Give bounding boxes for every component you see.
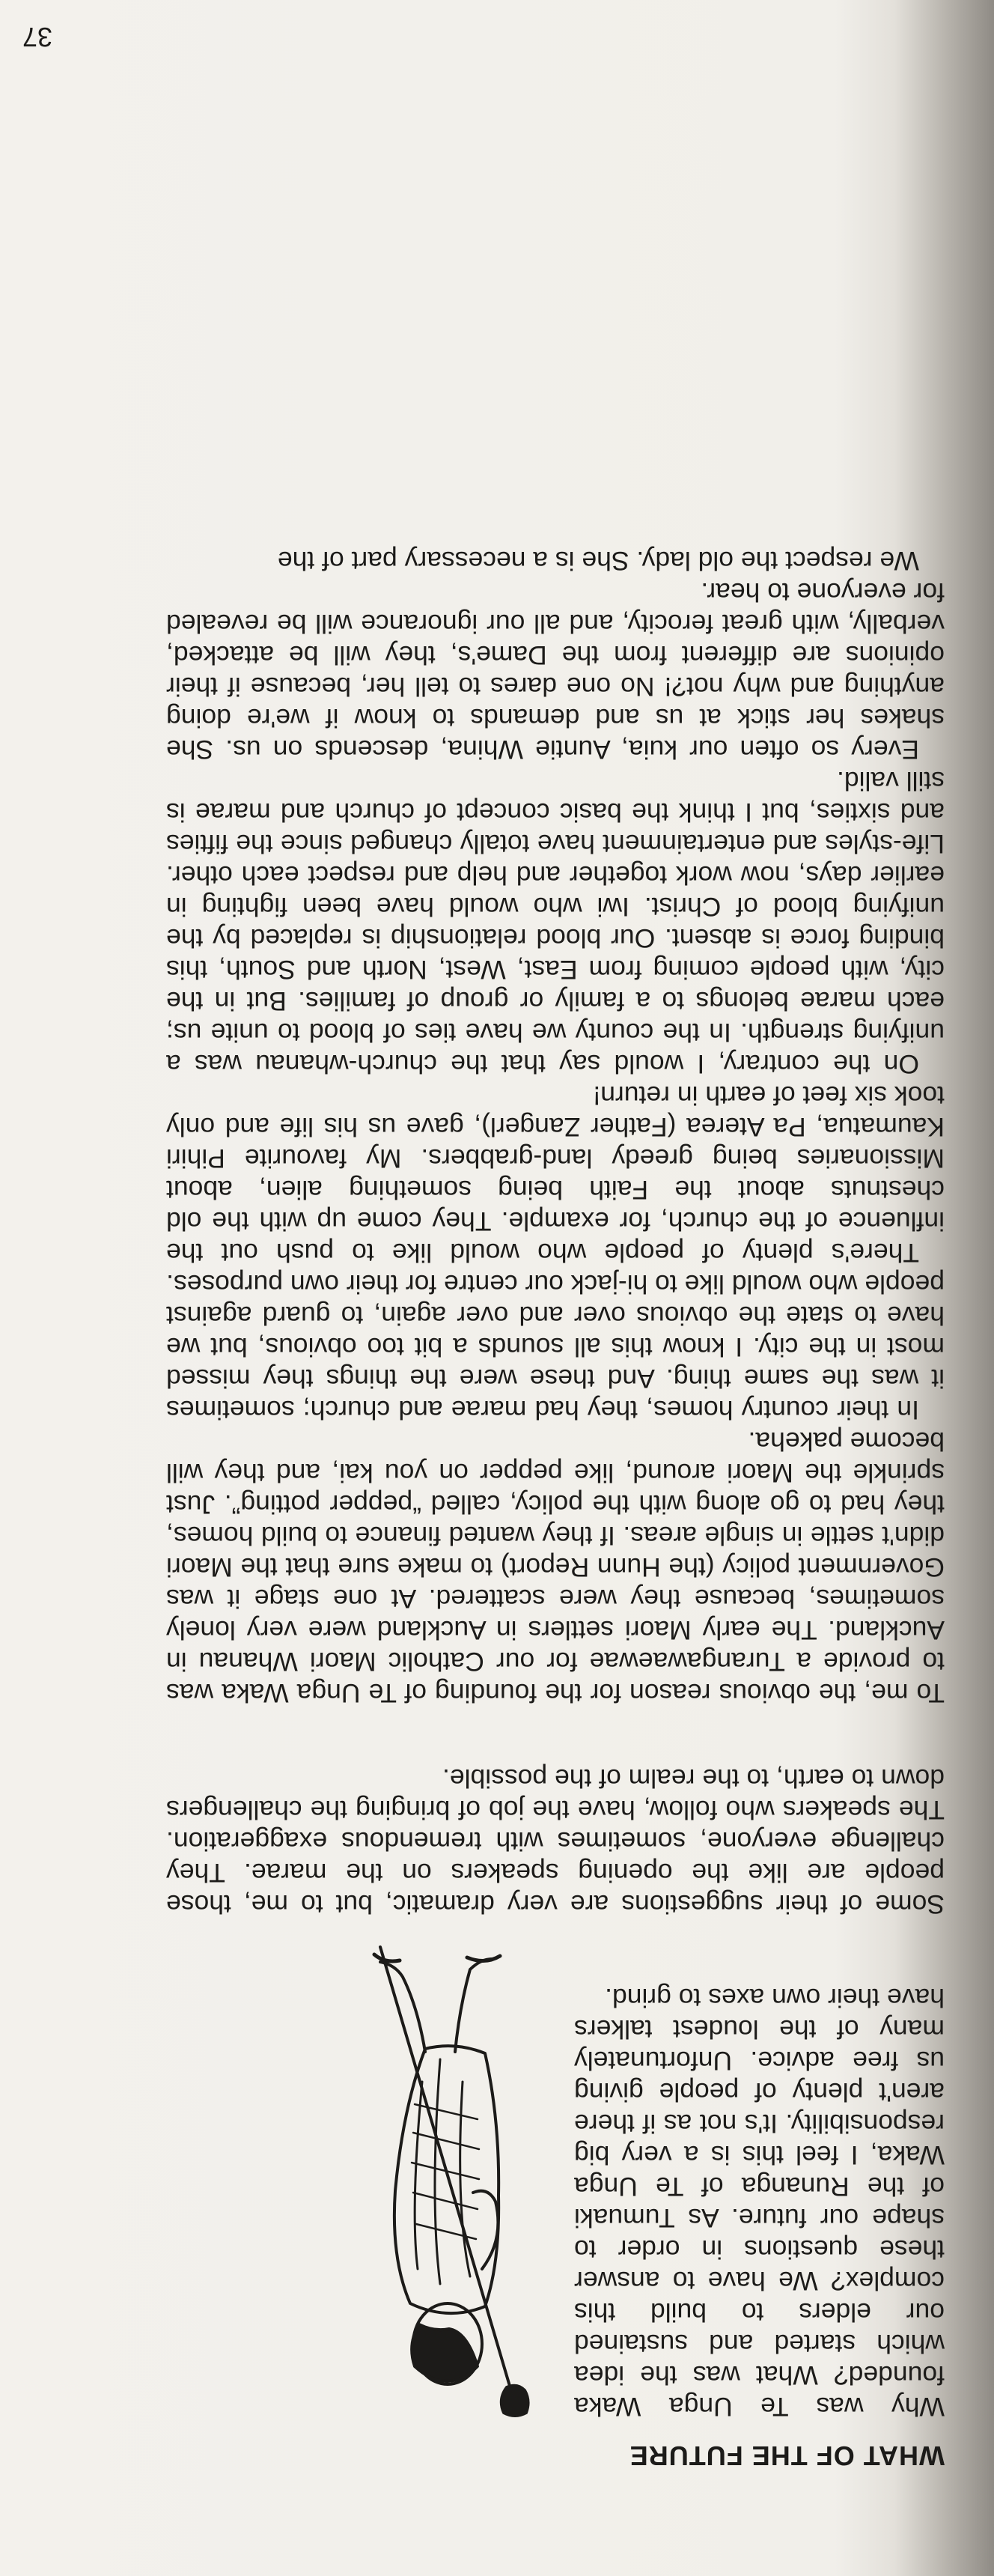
figure-body-shape [394, 2046, 498, 2313]
paragraph-auntie-whina: Every so often our kuia, Auntie Whina, descends on us. She shakes her stick at us and demands to know if we're doing anything and why not?! No one dares to tell her, because if their opinions are different from the Dame's, they will be attacked, verbally, with great ferocity, and all our ignorance will be revealed for everyone to hear. [166, 577, 945, 765]
illustration-elder-with-staff-icon [328, 1939, 560, 2419]
paragraph-country-homes: In their country homes, they had marae and church; sometimes it was the same thing. And these were the things they missed most in the city. I know this all sounds a bit too obvious, but we have to state the obvious over and over again, to guard against people who would like to hi-jack our centre for their own purposes. [166, 1269, 945, 1425]
body-paragraphs [166, 545, 945, 1709]
section-heading: WHAT OF THE FUTURE [629, 2440, 945, 2471]
figure-feet [374, 1954, 500, 1961]
paragraph-church-influence: There's plenty of people who would like to push out the influence of the church, for example. They come up with the old chestnuts about the Faith being something alien, about Missionaries being greedy land-grabbers. My favourite Pihiri Kaumatua, Pa Aterea (Father Zangerl), gave us his life and only took six feet of earth in return! [166, 1081, 945, 1268]
intro-paragraph: Why was Te Unga Waka founded? What was the idea which started and sustained our elders to build this complex? We have to answer these questions in order to shape our future. As Tumuaki of the Runanga of Te Unga Waka, I feel this is a very big responsibility. It's not as if there aren't plenty of people giving us free advice. Unfortunately many of the loudest talkers have their own axes to grind. [574, 1983, 945, 2422]
cloak-hatching [412, 2104, 479, 2239]
page-number: 37 [22, 22, 53, 52]
figure-arm-shape [473, 2191, 498, 2269]
figure-hair-shape [412, 2324, 478, 2381]
paragraph-unifying-strength: On the contrary, I would say that the church-whanau was a unifying strength. In the county we have ties of blood to unite us; each marae belongs to a family or group of families. But in the city, with people coming from East, West, North and South, this binding force is absent. Our blood relationship is replaced by the unifying blood of Christ. Iwi who would have been fighting in earlier days, now work together and help and respect each other. Life-styles and entertainment have totally changed since the fifties and sixties, but I think the basic concept of church and marae is still valid. [166, 766, 945, 1079]
paragraph-suggestions: Some of their suggestions are very dramatic, but to me, those people are like the opening speakers on the marae. They challenge everyone, sometimes with tremendous exaggeration. The speakers who follow, have the job of bringing the challengers down to earth, to the realm of the possible. [166, 1764, 945, 1919]
paragraph-founding: To me, the obvious reason for the founding of Te Unga Waka was to provide a Turangawaewae for our Catholic Maori Whanau in Auckland. The early Maori settlers in Auckland were very lonely sometimes, because they were scattered. At one stage it was Government policy (the Hunn Report) to make sure that the Maori didn't settle in single areas. If they wanted finance to build homes, they had to go along with the policy, called “pepper potting”. Just sprinkle the Maori around, like pepper on you kai, and they will become pakeha. [166, 1427, 945, 1708]
paragraph-respect: We respect the old lady. She is a necessary part of the [277, 546, 919, 576]
staff-head-shape [501, 2386, 528, 2416]
